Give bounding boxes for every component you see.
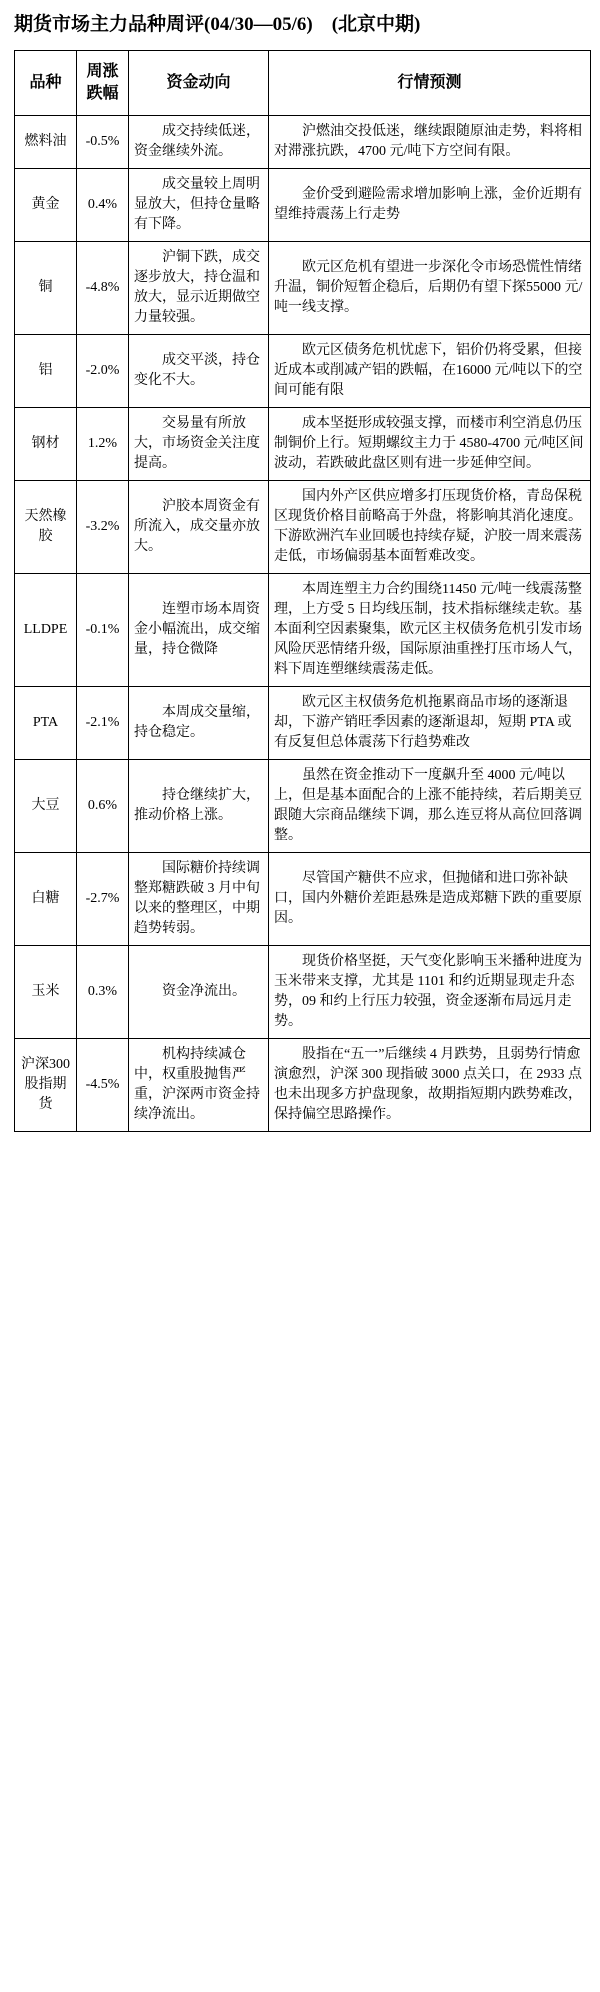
cell-variety: 铝	[15, 335, 77, 408]
cell-capital-flow: 成交持续低迷，资金继续外流。	[129, 116, 269, 169]
cell-capital-flow: 持仓继续扩大，推动价格上涨。	[129, 760, 269, 853]
table-row	[15, 408, 591, 481]
table-row	[15, 481, 591, 574]
cell-variety: 燃料油	[15, 116, 77, 169]
cell-forecast: 金价受到避险需求增加影响上涨，金价近期有望维持震荡上行走势	[269, 169, 591, 242]
cell-weekly-change: 1.2%	[77, 408, 129, 481]
cell-variety: 钢材	[15, 408, 77, 481]
cell-capital-flow: 沪铜下跌，成交逐步放大，持仓温和放大，显示近期做空力量较强。	[129, 242, 269, 335]
table-row	[15, 116, 591, 169]
cell-capital-flow: 成交量较上周明显放大，但持仓量略有下降。	[129, 169, 269, 242]
cell-weekly-change: -2.0%	[77, 335, 129, 408]
table-row	[15, 760, 591, 853]
cell-forecast: 尽管国产糖供不应求，但抛储和进口弥补缺口，国内外糖价差距悬殊是造成郑糖下跌的重要原因。	[269, 853, 591, 946]
cell-variety: 天然橡胶	[15, 481, 77, 574]
cell-variety: LLDPE	[15, 574, 77, 687]
cell-capital-flow: 沪胶本周资金有所流入，成交量亦放大。	[129, 481, 269, 574]
column-header-forecast: 行情预测	[269, 51, 591, 116]
cell-variety: 玉米	[15, 946, 77, 1039]
cell-forecast: 国内外产区供应增多打压现货价格，青岛保税区现货价格目前略高于外盘，将影响其消化速度。下游欧洲汽车业回暖也持续存疑，沪胶一周来震荡走低，市场偏弱基本面暂难改变。	[269, 481, 591, 574]
column-header-weekly-change: 周涨跌幅	[77, 51, 129, 116]
table-header-row	[15, 51, 591, 116]
table-row	[15, 574, 591, 687]
cell-capital-flow: 本周成交量缩，持仓稳定。	[129, 687, 269, 760]
table-row	[15, 169, 591, 242]
cell-capital-flow: 连塑市场本周资金小幅流出，成交缩量，持仓微降	[129, 574, 269, 687]
cell-weekly-change: -4.5%	[77, 1039, 129, 1132]
table-body	[15, 116, 591, 1132]
cell-forecast: 股指在“五一”后继续 4 月跌势，且弱势行情愈演愈烈，沪深 300 现指破 3000 点关口，在 2933 点也未出现多方护盘现象，故期指短期内跌势难改，保持偏空思路操作。	[269, 1039, 591, 1132]
cell-forecast: 成本坚挺形成较强支撑，而楼市利空消息仍压制铜价上行。短期螺纹主力于 4580-4700 元/吨区间波动，若跌破此盘区则有进一步延伸空间。	[269, 408, 591, 481]
cell-weekly-change: 0.6%	[77, 760, 129, 853]
cell-variety: 大豆	[15, 760, 77, 853]
table-row	[15, 853, 591, 946]
table-row	[15, 335, 591, 408]
cell-weekly-change: -3.2%	[77, 481, 129, 574]
table-row	[15, 946, 591, 1039]
cell-capital-flow: 交易量有所放大，市场资金关注度提高。	[129, 408, 269, 481]
cell-weekly-change: -0.5%	[77, 116, 129, 169]
cell-forecast: 沪燃油交投低迷，继续跟随原油走势，料将相对滞涨抗跌，4700 元/吨下方空间有限。	[269, 116, 591, 169]
cell-weekly-change: 0.3%	[77, 946, 129, 1039]
cell-capital-flow: 成交平淡，持仓变化不大。	[129, 335, 269, 408]
cell-capital-flow: 资金净流出。	[129, 946, 269, 1039]
cell-forecast: 虽然在资金推动下一度飙升至 4000 元/吨以上，但是基本面配合的上涨不能持续，若后期美豆跟随大宗商品继续下调，那么连豆将从高位回落调整。	[269, 760, 591, 853]
cell-forecast: 本周连塑主力合约围绕11450 元/吨一线震荡整理，上方受 5 日均线压制，技术指标继续走软。基本面利空因素聚集，欧元区主权债务危机引发市场风险厌恶情绪升级，国际原油重挫打压市场人气，料下周连塑继续震荡走低。	[269, 574, 591, 687]
cell-weekly-change: 0.4%	[77, 169, 129, 242]
cell-variety: 白糖	[15, 853, 77, 946]
cell-variety: 铜	[15, 242, 77, 335]
cell-weekly-change: -2.1%	[77, 687, 129, 760]
futures-weekly-review-table	[14, 50, 591, 1132]
cell-capital-flow: 国际糖价持续调整郑糖跌破 3 月中旬以来的整理区，中期趋势转弱。	[129, 853, 269, 946]
cell-forecast: 欧元区危机有望进一步深化令市场恐慌性情绪升温，铜价短暂企稳后，后期仍有望下探55000 元/吨一线支撑。	[269, 242, 591, 335]
cell-forecast: 现货价格坚挺，天气变化影响玉米播种进度为玉米带来支撑，尤其是 1101 和约近期显现走升态势，09 和约上行压力较强，资金逐渐布局远月走势。	[269, 946, 591, 1039]
cell-variety: PTA	[15, 687, 77, 760]
column-header-variety: 品种	[15, 51, 77, 116]
cell-forecast: 欧元区债务危机忧虑下，铝价仍将受累，但接近成本或削减产铝的跌幅，在16000 元/吨以下的空间可能有限	[269, 335, 591, 408]
cell-variety: 沪深300 股指期货	[15, 1039, 77, 1132]
table-row	[15, 242, 591, 335]
cell-weekly-change: -0.1%	[77, 574, 129, 687]
cell-variety: 黄金	[15, 169, 77, 242]
table-row	[15, 1039, 591, 1132]
page-title: 期货市场主力品种周评(04/30—05/6) (北京中期)	[14, 14, 421, 35]
table-row	[15, 687, 591, 760]
cell-weekly-change: -2.7%	[77, 853, 129, 946]
cell-forecast: 欧元区主权债务危机拖累商品市场的逐渐退却，下游产销旺季因素的逐渐退却，短期 PTA 或有反复但总体震荡下行趋势难改	[269, 687, 591, 760]
column-header-capital-flow: 资金动向	[129, 51, 269, 116]
cell-capital-flow: 机构持续减仓中，权重股抛售严重，沪深两市资金持续净流出。	[129, 1039, 269, 1132]
cell-weekly-change: -4.8%	[77, 242, 129, 335]
